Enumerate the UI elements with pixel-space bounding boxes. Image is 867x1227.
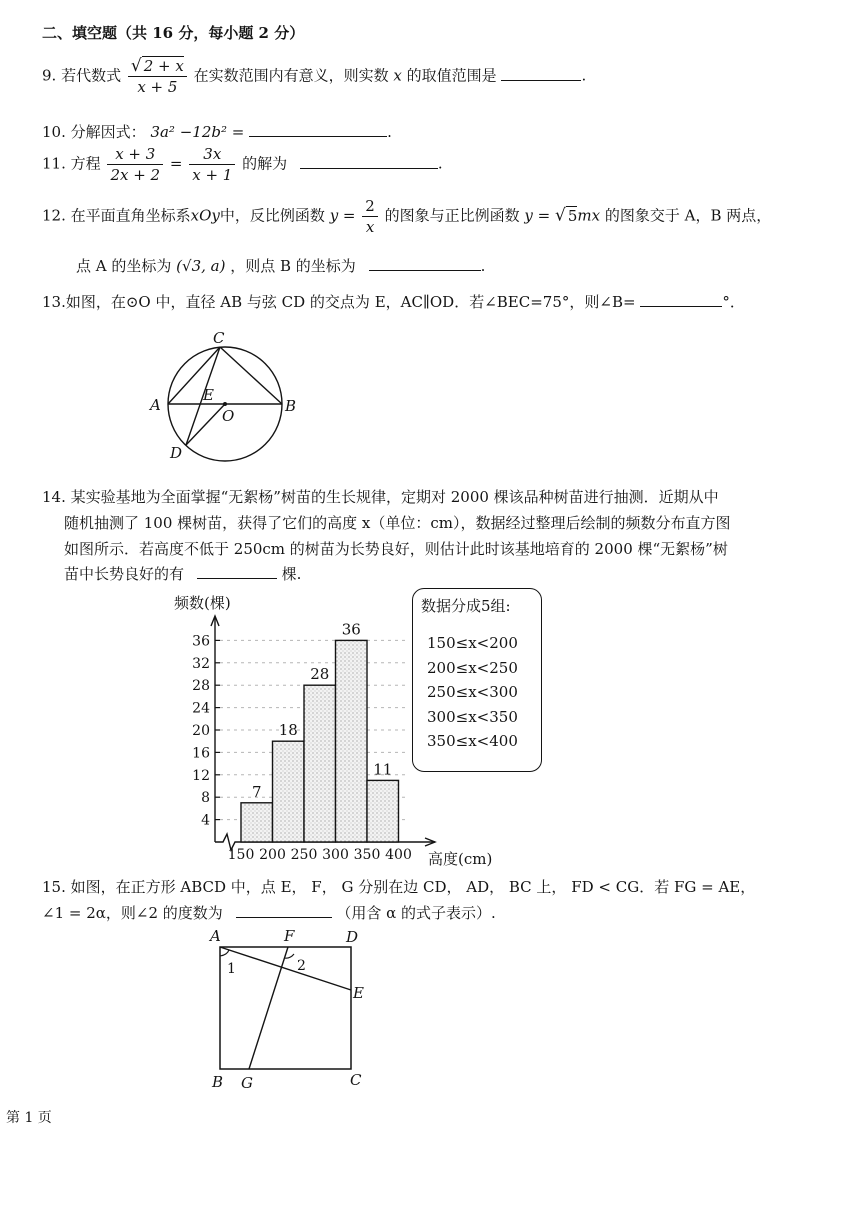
question-14-line-1: 14. 某实验基地为全面掌握“无絮杨”树苗的生长规律，定期对 2000 棵该品种树苗进行抽测．近期从中 xyxy=(42,488,719,506)
label-angle-1: 1 xyxy=(227,961,236,977)
q9-text-2: 在实数范围内有意义，则实数 xyxy=(193,66,389,85)
y-tick-label: 4 xyxy=(201,812,210,829)
q14-answer-blank[interactable] xyxy=(197,564,277,579)
q10-number: 10. xyxy=(42,123,66,141)
histogram-bar xyxy=(336,640,368,842)
label-d: D xyxy=(170,444,183,462)
radical-sign: √ xyxy=(555,205,566,226)
q9-answer-blank[interactable] xyxy=(501,66,581,81)
q9-text-1: 若代数式 xyxy=(61,66,122,85)
x-axis-label: 高度(cm) xyxy=(428,850,493,868)
q9-radicand: 2 + x xyxy=(143,57,184,75)
label-d: D xyxy=(346,928,359,946)
radical-sign: √ xyxy=(130,56,142,76)
q11-answer-blank[interactable] xyxy=(300,154,438,169)
label-g: G xyxy=(241,1074,253,1092)
square-figure xyxy=(200,922,380,1097)
q13-answer-blank[interactable] xyxy=(640,292,722,307)
question-15-line-1: 15. 如图，在正方形 ABCD 中，点 E， F， G 分别在边 CD， AD， BC 上， FD < CG．若 FG = AE， xyxy=(42,878,756,896)
histogram-bar xyxy=(367,780,399,842)
q11-text-1: 方程 xyxy=(70,154,101,173)
label-angle-2: 2 xyxy=(297,958,306,974)
question-13: 13.如图，在⊙O 中，直径 AB 与弦 CD 的交点为 E，AC∥OD．若∠BEC=75°，则∠B= °． xyxy=(42,293,745,311)
q12-number: 12. xyxy=(42,206,66,225)
legend-group: 200≤x<250 xyxy=(427,658,518,677)
q15-answer-blank[interactable] xyxy=(236,903,332,918)
segment-cb xyxy=(220,347,282,404)
q13-text: 13.如图，在⊙O 中，直径 AB 与弦 CD 的交点为 E，AC∥OD．若∠BEC=75°，则∠B= xyxy=(42,293,636,311)
legend-group: 300≤x<350 xyxy=(427,707,518,726)
page-number: 第 1 页 xyxy=(6,1110,52,1126)
y-tick-label: 16 xyxy=(192,745,210,762)
q12-answer-blank[interactable] xyxy=(369,256,481,271)
q9-var: x xyxy=(393,66,402,85)
y-tick-label: 28 xyxy=(192,678,210,695)
x-tick-label: 300 xyxy=(322,847,349,863)
center-dot xyxy=(223,402,227,406)
question-14-line-3: 如图所示．若高度不低于 250cm 的树苗为长势良好，则估计此时该基地培育的 2000 棵“无絮杨”树 xyxy=(64,540,728,558)
y-axis-label: 频数(棵) xyxy=(174,594,231,612)
angle-1-arc xyxy=(220,950,229,956)
y-tick-label: 12 xyxy=(192,767,210,784)
q11-fraction-left: $\frac{x + 3}{2x + 2}$ xyxy=(107,144,163,185)
y-tick-label: 32 xyxy=(192,655,210,672)
x-tick-label: 150 xyxy=(227,847,255,863)
q9-text-3: 的取值范围是 xyxy=(406,66,497,85)
x-tick-label: 200 xyxy=(259,847,286,863)
question-14-line-4: 苗中长势良好的有 棵. xyxy=(64,565,302,583)
x-tick-label: 400 xyxy=(385,847,412,863)
q10-answer-blank[interactable] xyxy=(249,122,387,137)
q10-text: 分解因式： xyxy=(70,123,146,141)
label-e: E xyxy=(353,984,364,1002)
legend-box xyxy=(412,588,542,772)
question-12-line-2: 点 A 的坐标为 (√3, a) ，则点 B 的坐标为 . xyxy=(76,257,486,275)
question-12: 12. 在平面直角坐标系xOy中，反比例函数 y = $\frac{2}{x}$ 的图象与正比例函数 y = √ 5mx 的图象交于 A，B 两点， xyxy=(42,197,772,236)
label-c: C xyxy=(350,1071,362,1089)
label-o: O xyxy=(222,407,235,425)
q9-denominator: x + 5 xyxy=(137,78,178,96)
q11-text-2: 的解为 xyxy=(242,154,288,173)
histogram-bar xyxy=(273,741,305,842)
label-b: B xyxy=(285,397,297,415)
bar-value-label: 36 xyxy=(341,620,361,639)
label-a: A xyxy=(150,396,161,414)
bar-value-label: 18 xyxy=(278,721,298,740)
bar-value-label: 28 xyxy=(310,665,330,684)
section-title: 二、填空题（共 16 分，每小题 2 分） xyxy=(42,24,305,42)
q11-number: 11. xyxy=(42,154,66,173)
x-tick-label: 250 xyxy=(290,847,318,863)
histogram-bar xyxy=(241,803,273,842)
y-tick-label: 20 xyxy=(192,723,210,739)
question-11: 11. 方程 $\frac{x + 3}{2x + 2}$ = $\frac{3x}{x + 1}$ 的解为 . xyxy=(42,145,443,184)
legend-title: 数据分成5组: xyxy=(421,597,511,615)
question-9: 9. 若代数式 $\frac{√ 2 + x}{x + 5}$ 在实数范围内有意义，则实数 x 的取值范围是 . xyxy=(42,56,587,96)
question-10: 10. 分解因式： 3a² −12b² = . xyxy=(42,123,392,141)
square-abcd xyxy=(220,947,351,1069)
question-15-line-2: ∠1 = 2α，则∠2 的度数为 （用含 α 的式子表示）. xyxy=(42,904,496,922)
segment-od xyxy=(186,404,225,445)
label-c: C xyxy=(213,329,225,347)
q11-equals: = xyxy=(169,154,183,173)
y-tick-label: 8 xyxy=(201,790,210,807)
q10-expression: 3a² −12b² = xyxy=(150,123,245,141)
bar-value-label: 7 xyxy=(251,782,262,801)
bar-value-label: 11 xyxy=(373,760,393,779)
q11-fraction-right: $\frac{3x}{x + 1}$ xyxy=(189,144,235,185)
y-tick-label: 36 xyxy=(192,633,210,650)
label-e: E xyxy=(203,386,214,404)
y-tick-label: 24 xyxy=(192,700,210,717)
segment-fg xyxy=(249,947,288,1069)
q9-number: 9. xyxy=(42,66,57,85)
legend-group: 250≤x<300 xyxy=(427,683,518,701)
label-a: A xyxy=(210,927,221,945)
q12-coord-a: (√3, a) xyxy=(176,257,226,275)
circle-figure xyxy=(140,325,310,465)
label-b: B xyxy=(212,1073,224,1091)
label-f: F xyxy=(284,927,295,945)
histogram-bar xyxy=(304,685,336,842)
x-tick-label: 350 xyxy=(353,847,381,863)
legend-group: 150≤x<200 xyxy=(427,634,518,652)
question-14-line-2: 随机抽测了 100 棵树苗，获得了它们的高度 x（单位：cm），数据经过整理后绘制的频数分布直方图 xyxy=(64,514,731,532)
q9-fraction xyxy=(128,56,187,97)
legend-group: 350≤x<400 xyxy=(427,732,518,750)
q12-fraction: $\frac{2}{x}$ xyxy=(362,196,378,237)
